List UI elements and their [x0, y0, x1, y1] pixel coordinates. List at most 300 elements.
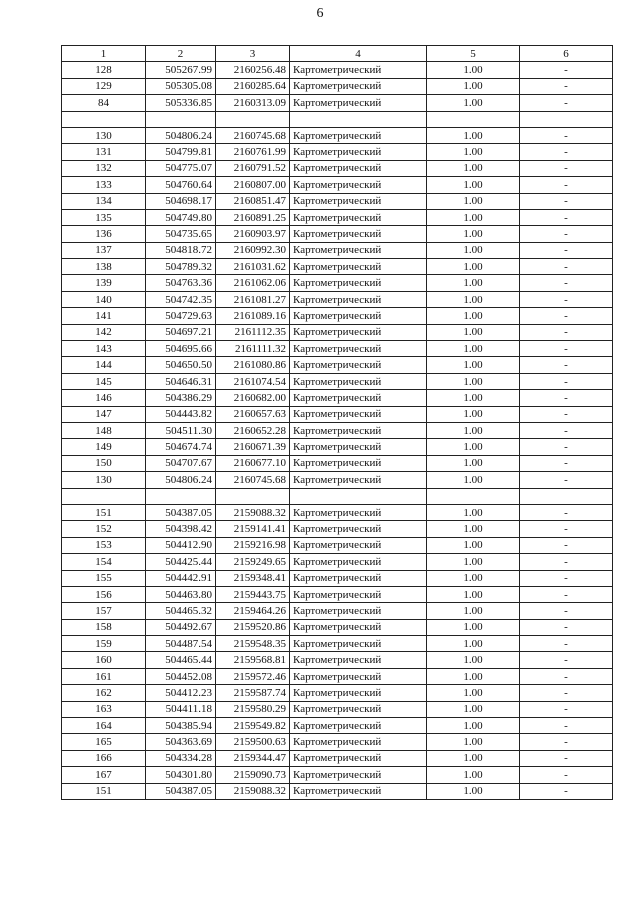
accuracy-cell: 1.00 — [427, 160, 520, 176]
table-row — [62, 537, 613, 553]
method-cell: Картометрический — [290, 226, 427, 242]
description-cell: - — [520, 734, 613, 750]
y-coordinate-cell: 2161081.27 — [216, 291, 290, 307]
point-number-cell: 166 — [62, 750, 146, 766]
description-cell: - — [520, 242, 613, 258]
point-number-cell: 136 — [62, 226, 146, 242]
point-number-cell: 132 — [62, 160, 146, 176]
group-separator-row — [62, 488, 613, 504]
accuracy-cell: 1.00 — [427, 62, 520, 78]
accuracy-cell: 1.00 — [427, 619, 520, 635]
x-coordinate-cell: 504465.32 — [146, 603, 216, 619]
point-number-cell: 152 — [62, 521, 146, 537]
y-coordinate-cell: 2160903.97 — [216, 226, 290, 242]
accuracy-cell: 1.00 — [427, 193, 520, 209]
point-number-cell: 130 — [62, 127, 146, 143]
x-coordinate-cell: 504806.24 — [146, 472, 216, 488]
x-coordinate-cell: 504729.63 — [146, 308, 216, 324]
x-coordinate-cell: 504386.29 — [146, 390, 216, 406]
x-coordinate-cell: 504735.65 — [146, 226, 216, 242]
point-number-cell: 167 — [62, 767, 146, 783]
y-coordinate-cell: 2160851.47 — [216, 193, 290, 209]
description-cell: - — [520, 308, 613, 324]
x-coordinate-cell: 504674.74 — [146, 439, 216, 455]
accuracy-cell: 1.00 — [427, 209, 520, 225]
point-number-cell: 142 — [62, 324, 146, 340]
description-cell: - — [520, 160, 613, 176]
accuracy-cell: 1.00 — [427, 668, 520, 684]
accuracy-cell: 1.00 — [427, 177, 520, 193]
table-row — [62, 586, 613, 602]
accuracy-cell: 1.00 — [427, 636, 520, 652]
table-row — [62, 652, 613, 668]
description-cell: - — [520, 439, 613, 455]
y-coordinate-cell: 2160652.28 — [216, 422, 290, 438]
empty-cell — [290, 111, 427, 127]
x-coordinate-cell: 504301.80 — [146, 767, 216, 783]
accuracy-cell: 1.00 — [427, 406, 520, 422]
y-coordinate-cell: 2160313.09 — [216, 95, 290, 111]
y-coordinate-cell: 2159500.63 — [216, 734, 290, 750]
method-cell: Картометрический — [290, 586, 427, 602]
point-number-cell: 149 — [62, 439, 146, 455]
table-row — [62, 177, 613, 193]
method-cell: Картометрический — [290, 259, 427, 275]
y-coordinate-cell: 2160682.00 — [216, 390, 290, 406]
method-cell: Картометрический — [290, 767, 427, 783]
method-cell: Картометрический — [290, 750, 427, 766]
description-cell: - — [520, 537, 613, 553]
table-row — [62, 668, 613, 684]
header-cell-3: 3 — [216, 46, 290, 62]
method-cell: Картометрический — [290, 373, 427, 389]
method-cell: Картометрический — [290, 62, 427, 78]
table-row — [62, 422, 613, 438]
accuracy-cell: 1.00 — [427, 472, 520, 488]
empty-cell — [290, 488, 427, 504]
method-cell: Картометрический — [290, 193, 427, 209]
x-coordinate-cell: 504697.21 — [146, 324, 216, 340]
table-row — [62, 521, 613, 537]
x-coordinate-cell: 504412.90 — [146, 537, 216, 553]
table-row — [62, 242, 613, 258]
x-coordinate-cell: 504465.44 — [146, 652, 216, 668]
accuracy-cell: 1.00 — [427, 783, 520, 799]
description-cell: - — [520, 521, 613, 537]
x-coordinate-cell: 504511.30 — [146, 422, 216, 438]
accuracy-cell: 1.00 — [427, 603, 520, 619]
accuracy-cell: 1.00 — [427, 734, 520, 750]
y-coordinate-cell: 2159568.81 — [216, 652, 290, 668]
empty-cell — [62, 111, 146, 127]
method-cell: Картометрический — [290, 209, 427, 225]
table-row — [62, 472, 613, 488]
description-cell: - — [520, 209, 613, 225]
table-row — [62, 144, 613, 160]
x-coordinate-cell: 504452.08 — [146, 668, 216, 684]
x-coordinate-cell: 504646.31 — [146, 373, 216, 389]
method-cell: Картометрический — [290, 390, 427, 406]
point-number-cell: 144 — [62, 357, 146, 373]
point-number-cell: 84 — [62, 95, 146, 111]
table-row — [62, 783, 613, 799]
description-cell: - — [520, 226, 613, 242]
y-coordinate-cell: 2160657.63 — [216, 406, 290, 422]
y-coordinate-cell: 2159141.41 — [216, 521, 290, 537]
accuracy-cell: 1.00 — [427, 504, 520, 520]
accuracy-cell: 1.00 — [427, 324, 520, 340]
x-coordinate-cell: 504412.23 — [146, 685, 216, 701]
description-cell: - — [520, 144, 613, 160]
point-number-cell: 153 — [62, 537, 146, 553]
description-cell: - — [520, 291, 613, 307]
empty-cell — [427, 488, 520, 504]
x-coordinate-cell: 504387.05 — [146, 504, 216, 520]
empty-cell — [520, 111, 613, 127]
header-cell-6: 6 — [520, 46, 613, 62]
method-cell: Картометрический — [290, 160, 427, 176]
x-coordinate-cell: 504698.17 — [146, 193, 216, 209]
table-row — [62, 455, 613, 471]
x-coordinate-cell: 504775.07 — [146, 160, 216, 176]
y-coordinate-cell: 2160891.25 — [216, 209, 290, 225]
y-coordinate-cell: 2159090.73 — [216, 767, 290, 783]
y-coordinate-cell: 2161074.54 — [216, 373, 290, 389]
method-cell: Картометрический — [290, 570, 427, 586]
description-cell: - — [520, 554, 613, 570]
accuracy-cell: 1.00 — [427, 78, 520, 94]
accuracy-cell: 1.00 — [427, 95, 520, 111]
y-coordinate-cell: 2161080.86 — [216, 357, 290, 373]
method-cell: Картометрический — [290, 324, 427, 340]
description-cell: - — [520, 668, 613, 684]
description-cell: - — [520, 341, 613, 357]
method-cell: Картометрический — [290, 472, 427, 488]
accuracy-cell: 1.00 — [427, 226, 520, 242]
table-row — [62, 275, 613, 291]
description-cell: - — [520, 455, 613, 471]
table-row — [62, 701, 613, 717]
point-number-cell: 151 — [62, 783, 146, 799]
table-row — [62, 324, 613, 340]
x-coordinate-cell: 504818.72 — [146, 242, 216, 258]
accuracy-cell: 1.00 — [427, 750, 520, 766]
point-number-cell: 163 — [62, 701, 146, 717]
y-coordinate-cell: 2159548.35 — [216, 636, 290, 652]
empty-cell — [146, 111, 216, 127]
table-row — [62, 439, 613, 455]
description-cell: - — [520, 422, 613, 438]
accuracy-cell: 1.00 — [427, 455, 520, 471]
x-coordinate-cell: 504763.36 — [146, 275, 216, 291]
y-coordinate-cell: 2159344.47 — [216, 750, 290, 766]
method-cell: Картометрический — [290, 341, 427, 357]
x-coordinate-cell: 505267.99 — [146, 62, 216, 78]
method-cell: Картометрический — [290, 537, 427, 553]
description-cell: - — [520, 570, 613, 586]
y-coordinate-cell: 2160285.64 — [216, 78, 290, 94]
method-cell: Картометрический — [290, 177, 427, 193]
description-cell: - — [520, 373, 613, 389]
y-coordinate-cell: 2160791.52 — [216, 160, 290, 176]
coordinates-table-body — [62, 46, 613, 800]
table-row — [62, 308, 613, 324]
description-cell: - — [520, 275, 613, 291]
method-cell: Картометрический — [290, 144, 427, 160]
table-row — [62, 357, 613, 373]
point-number-cell: 140 — [62, 291, 146, 307]
method-cell: Картометрический — [290, 554, 427, 570]
coordinates-table — [61, 45, 613, 800]
point-number-cell: 135 — [62, 209, 146, 225]
y-coordinate-cell: 2161031.62 — [216, 259, 290, 275]
method-cell: Картометрический — [290, 504, 427, 520]
table-header-row — [62, 46, 613, 62]
table-row — [62, 619, 613, 635]
accuracy-cell: 1.00 — [427, 586, 520, 602]
point-number-cell: 157 — [62, 603, 146, 619]
accuracy-cell: 1.00 — [427, 127, 520, 143]
table-row — [62, 341, 613, 357]
method-cell: Картометрический — [290, 619, 427, 635]
method-cell: Картометрический — [290, 783, 427, 799]
description-cell: - — [520, 652, 613, 668]
x-coordinate-cell: 504707.67 — [146, 455, 216, 471]
table-row — [62, 259, 613, 275]
table-row — [62, 734, 613, 750]
y-coordinate-cell: 2161062.06 — [216, 275, 290, 291]
accuracy-cell: 1.00 — [427, 554, 520, 570]
table-row — [62, 127, 613, 143]
point-number-cell: 159 — [62, 636, 146, 652]
empty-cell — [146, 488, 216, 504]
table-row — [62, 406, 613, 422]
table-row — [62, 95, 613, 111]
table-row — [62, 554, 613, 570]
method-cell: Картометрический — [290, 291, 427, 307]
y-coordinate-cell: 2161111.32 — [216, 341, 290, 357]
table-row — [62, 685, 613, 701]
table-row — [62, 767, 613, 783]
y-coordinate-cell: 2160992.30 — [216, 242, 290, 258]
description-cell: - — [520, 472, 613, 488]
header-cell-5: 5 — [427, 46, 520, 62]
y-coordinate-cell: 2159464.26 — [216, 603, 290, 619]
description-cell: - — [520, 701, 613, 717]
table-row — [62, 718, 613, 734]
point-number-cell: 129 — [62, 78, 146, 94]
point-number-cell: 151 — [62, 504, 146, 520]
point-number-cell: 155 — [62, 570, 146, 586]
table-row — [62, 750, 613, 766]
accuracy-cell: 1.00 — [427, 275, 520, 291]
table-row — [62, 78, 613, 94]
accuracy-cell: 1.00 — [427, 718, 520, 734]
method-cell: Картометрический — [290, 308, 427, 324]
y-coordinate-cell: 2159216.98 — [216, 537, 290, 553]
table-row — [62, 193, 613, 209]
description-cell: - — [520, 783, 613, 799]
method-cell: Картометрический — [290, 734, 427, 750]
point-number-cell: 158 — [62, 619, 146, 635]
x-coordinate-cell: 504387.05 — [146, 783, 216, 799]
group-separator-row — [62, 111, 613, 127]
method-cell: Картометрический — [290, 127, 427, 143]
accuracy-cell: 1.00 — [427, 521, 520, 537]
accuracy-cell: 1.00 — [427, 652, 520, 668]
method-cell: Картометрический — [290, 422, 427, 438]
point-number-cell: 150 — [62, 455, 146, 471]
y-coordinate-cell: 2159580.29 — [216, 701, 290, 717]
method-cell: Картометрический — [290, 406, 427, 422]
description-cell: - — [520, 324, 613, 340]
x-coordinate-cell: 504789.32 — [146, 259, 216, 275]
table-row — [62, 209, 613, 225]
x-coordinate-cell: 505305.08 — [146, 78, 216, 94]
y-coordinate-cell: 2159348.41 — [216, 570, 290, 586]
point-number-cell: 137 — [62, 242, 146, 258]
header-cell-2: 2 — [146, 46, 216, 62]
table-row — [62, 291, 613, 307]
point-number-cell: 130 — [62, 472, 146, 488]
table-row — [62, 390, 613, 406]
point-number-cell: 160 — [62, 652, 146, 668]
x-coordinate-cell: 504760.64 — [146, 177, 216, 193]
point-number-cell: 139 — [62, 275, 146, 291]
point-number-cell: 161 — [62, 668, 146, 684]
point-number-cell: 143 — [62, 341, 146, 357]
y-coordinate-cell: 2159549.82 — [216, 718, 290, 734]
accuracy-cell: 1.00 — [427, 422, 520, 438]
description-cell: - — [520, 406, 613, 422]
method-cell: Картометрический — [290, 78, 427, 94]
x-coordinate-cell: 504334.28 — [146, 750, 216, 766]
method-cell: Картометрический — [290, 685, 427, 701]
table-row — [62, 636, 613, 652]
accuracy-cell: 1.00 — [427, 767, 520, 783]
point-number-cell: 164 — [62, 718, 146, 734]
y-coordinate-cell: 2159587.74 — [216, 685, 290, 701]
table-row — [62, 603, 613, 619]
method-cell: Картометрический — [290, 455, 427, 471]
point-number-cell: 133 — [62, 177, 146, 193]
method-cell: Картометрический — [290, 701, 427, 717]
point-number-cell: 154 — [62, 554, 146, 570]
x-coordinate-cell: 505336.85 — [146, 95, 216, 111]
method-cell: Картометрический — [290, 718, 427, 734]
method-cell: Картометрический — [290, 275, 427, 291]
point-number-cell: 141 — [62, 308, 146, 324]
method-cell: Картометрический — [290, 636, 427, 652]
empty-cell — [216, 488, 290, 504]
empty-cell — [62, 488, 146, 504]
table-row — [62, 570, 613, 586]
description-cell: - — [520, 390, 613, 406]
y-coordinate-cell: 2161089.16 — [216, 308, 290, 324]
point-number-cell: 162 — [62, 685, 146, 701]
description-cell: - — [520, 685, 613, 701]
table-row — [62, 160, 613, 176]
description-cell: - — [520, 259, 613, 275]
accuracy-cell: 1.00 — [427, 390, 520, 406]
point-number-cell: 147 — [62, 406, 146, 422]
x-coordinate-cell: 504398.42 — [146, 521, 216, 537]
description-cell: - — [520, 62, 613, 78]
description-cell: - — [520, 504, 613, 520]
accuracy-cell: 1.00 — [427, 685, 520, 701]
y-coordinate-cell: 2160745.68 — [216, 127, 290, 143]
x-coordinate-cell: 504411.18 — [146, 701, 216, 717]
x-coordinate-cell: 504487.54 — [146, 636, 216, 652]
accuracy-cell: 1.00 — [427, 357, 520, 373]
table-row — [62, 504, 613, 520]
method-cell: Картометрический — [290, 439, 427, 455]
accuracy-cell: 1.00 — [427, 308, 520, 324]
description-cell: - — [520, 767, 613, 783]
header-cell-4: 4 — [290, 46, 427, 62]
accuracy-cell: 1.00 — [427, 341, 520, 357]
description-cell: - — [520, 586, 613, 602]
point-number-cell: 156 — [62, 586, 146, 602]
accuracy-cell: 1.00 — [427, 291, 520, 307]
x-coordinate-cell: 504363.69 — [146, 734, 216, 750]
method-cell: Картометрический — [290, 603, 427, 619]
x-coordinate-cell: 504650.50 — [146, 357, 216, 373]
x-coordinate-cell: 504742.35 — [146, 291, 216, 307]
description-cell: - — [520, 193, 613, 209]
accuracy-cell: 1.00 — [427, 242, 520, 258]
point-number-cell: 145 — [62, 373, 146, 389]
x-coordinate-cell: 504425.44 — [146, 554, 216, 570]
x-coordinate-cell: 504463.80 — [146, 586, 216, 602]
x-coordinate-cell: 504799.81 — [146, 144, 216, 160]
y-coordinate-cell: 2160807.00 — [216, 177, 290, 193]
accuracy-cell: 1.00 — [427, 570, 520, 586]
y-coordinate-cell: 2160256.48 — [216, 62, 290, 78]
description-cell: - — [520, 357, 613, 373]
method-cell: Картометрический — [290, 95, 427, 111]
y-coordinate-cell: 2159572.46 — [216, 668, 290, 684]
description-cell: - — [520, 636, 613, 652]
table-row — [62, 226, 613, 242]
y-coordinate-cell: 2160677.10 — [216, 455, 290, 471]
table-row — [62, 62, 613, 78]
description-cell: - — [520, 177, 613, 193]
empty-cell — [216, 111, 290, 127]
y-coordinate-cell: 2159088.32 — [216, 504, 290, 520]
y-coordinate-cell: 2159520.86 — [216, 619, 290, 635]
description-cell: - — [520, 619, 613, 635]
y-coordinate-cell: 2159443.75 — [216, 586, 290, 602]
x-coordinate-cell: 504492.67 — [146, 619, 216, 635]
description-cell: - — [520, 750, 613, 766]
method-cell: Картометрический — [290, 521, 427, 537]
page-number: 6 — [316, 6, 324, 21]
y-coordinate-cell: 2159249.65 — [216, 554, 290, 570]
description-cell: - — [520, 127, 613, 143]
point-number-cell: 134 — [62, 193, 146, 209]
method-cell: Картометрический — [290, 242, 427, 258]
x-coordinate-cell: 504385.94 — [146, 718, 216, 734]
y-coordinate-cell: 2161112.35 — [216, 324, 290, 340]
x-coordinate-cell: 504443.82 — [146, 406, 216, 422]
empty-cell — [520, 488, 613, 504]
method-cell: Картометрический — [290, 652, 427, 668]
description-cell: - — [520, 95, 613, 111]
y-coordinate-cell: 2159088.32 — [216, 783, 290, 799]
empty-cell — [427, 111, 520, 127]
y-coordinate-cell: 2160671.39 — [216, 439, 290, 455]
